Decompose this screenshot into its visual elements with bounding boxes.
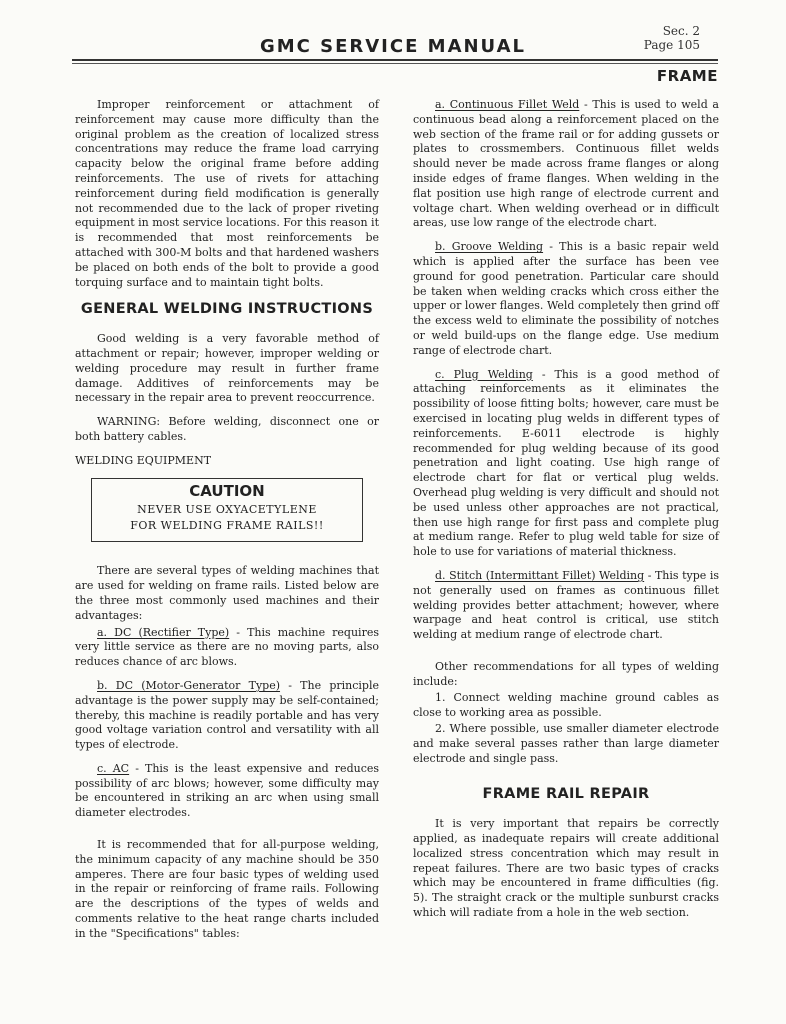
- recommendation-item-2: 2. Where possible, use smaller diameter electrode and make several passes rather than large diameter electrode and single pass.: [413, 722, 719, 765]
- stitch-welding-text: - This type is not generally used on frames as continuous fillet welding provides better attachment; however, where warpage and heat control is critical, use stitch welding at medium range of electrode chart.: [413, 568, 719, 642]
- left-column: [75, 98, 379, 951]
- frame-rail-repair-heading: FRAME RAIL REPAIR: [482, 786, 650, 803]
- other-recommendations-paragraph: Other recommendations for all types of welding include:: [413, 659, 719, 688]
- manual-title: GMC SERVICE MANUAL: [259, 36, 527, 57]
- frame-rail-repair-paragraph: It is very important that repairs be correctly applied, as inadequate repairs will create additional localized stress concentration which may result in repeat failures. There are two basic types of cracks which may be encountered in frame difficulties (fig. 5). The straight crack or the multiple sunburst cracks which will radiate from a hole in the web section.: [413, 817, 719, 920]
- dc-rectifier-item: [75, 626, 379, 670]
- stitch-welding-label: d. Stitch (Intermittant Fillet) Welding: [435, 568, 645, 582]
- header-rule-thick: [72, 59, 718, 61]
- warning-paragraph: WARNING: Before welding, disconnect one or both battery cables.: [75, 415, 379, 443]
- continuous-fillet-text: - This is used to weld a continuous bead along a reinforcement placed on the web section of the frame rail or for adding gussets or plates to crossmembers. Continuous fillet welds should never be made across frame flanges or along inside edges of frame flanges. When welding in the flat position use high range of electrode current and voltage chart. When welding overhead or in difficult areas, use low range of the electrode chart.: [413, 98, 719, 230]
- plug-welding-item: [413, 368, 719, 560]
- ac-text: - This is the least expensive and reduces possibility of arc blows; however, some difficulty may be encountered in striking an arc when using small diameter electrodes.: [75, 761, 380, 820]
- section-title: FRAME: [656, 67, 718, 85]
- welding-equipment-label: WELDING EQUIPMENT: [75, 453, 212, 467]
- groove-welding-text: - This is a basic repair weld which is applied after the surface has been vee ground for good penetration. Particular care should be taken when welding cracks which cross either the upper or lower flanges. Weld completely then grind off the excess weld to eliminate the possibility of notches or weld build-ups on the flange edge. Use medium range of electrode chart.: [413, 240, 719, 357]
- caution-line-1: NEVER USE OXYACETYLENE: [137, 503, 317, 517]
- machine-types-paragraph: There are several types of welding machines that are used for welding on frame rails. Listed below are the three most commonly used machines and their advantages:: [75, 564, 379, 622]
- dc-rectifier-label: a. DC (Rectifier Type): [97, 625, 230, 639]
- continuous-fillet-label: a. Continuous Fillet Weld: [435, 98, 580, 111]
- groove-welding-label: b. Groove Welding: [435, 240, 544, 254]
- plug-welding-label: c. Plug Welding: [435, 367, 533, 381]
- ac-label: c. AC: [97, 761, 130, 775]
- dc-motor-generator-label: b. DC (Motor-Generator Type): [97, 678, 281, 692]
- right-column: [413, 98, 719, 930]
- caution-box: [91, 478, 363, 543]
- page-number: Page 105: [643, 38, 700, 52]
- dc-motor-generator-item: [75, 679, 379, 753]
- groove-welding-item: [413, 240, 719, 358]
- section-page-number: [644, 24, 700, 52]
- reinforcement-paragraph: Improper reinforcement or attachment of reinforcement may cause more difficulty than the original problem as the creation of localized stress concentrations may reduce the frame load carrying capacity below the original frame before adding reinforcements. The use of rivets for attaching reinforcement during field modification is generally not recommended due to the lack of proper riveting equipment in most service locations. For this reason it is recommended that most reinforcements be attached with 300-M bolts and that hardened washers be placed on both ends of the bolt to provide a good torquing surface and to maintain tight bolts.: [75, 98, 379, 289]
- dc-rectifier-text: - This machine requires very little service as there are no moving parts, also reduces chance of arc blows.: [75, 625, 379, 669]
- header-rule-thin: [72, 63, 718, 64]
- plug-welding-text: - This is a good method of attaching reinforcements as it eliminates the possibility of loose fitting bolts; however, care must be exercised in locating plug welds in different types of reinforcements. E-6011 electrode is highly recommended for plug welding because of its good penetration and light coating. Use high range of electrode chart for flat or vertical plug welds. Overhead plug welding is very difficult and should not be used unless other approaches are not practical, then use high range for first pass and complete plug at medium range. Refer to plug weld table for size of hole to use for variations of material thickness.: [413, 367, 719, 559]
- section-number: Sec. 2: [662, 24, 700, 38]
- stitch-welding-item: [413, 569, 719, 643]
- ac-item: [75, 762, 379, 821]
- caution-line-2: FOR WELDING FRAME RAILS!!: [130, 519, 324, 533]
- welding-instructions-heading: GENERAL WELDING INSTRUCTIONS: [80, 301, 374, 318]
- recommendation-item-1: 1. Connect welding machine ground cables as close to working area as possible.: [413, 691, 719, 720]
- good-welding-paragraph: Good welding is a very favorable method of attachment or repair; however, improper welding or welding procedure may result in further frame damage. Additives of reinforcements may be necessary in the repair area to prevent reoccurrence.: [75, 332, 379, 405]
- dc-motor-generator-text: - The principle advantage is the power supply may be self-contained; thereby, this machine is readily portable and has very good voltage variation control and versatility with all types of electrode.: [75, 678, 379, 752]
- all-purpose-paragraph: It is recommended that for all-purpose welding, the minimum capacity of any machine should be 350 amperes. There are four basic types of welding used in the repair or reinforcing of frame rails. Following are the descriptions of the types of welds and comments relative to the heat range charts included in the "Specifications" tables:: [75, 838, 379, 940]
- continuous-fillet-item: [413, 98, 719, 231]
- caution-title: CAUTION: [189, 481, 265, 500]
